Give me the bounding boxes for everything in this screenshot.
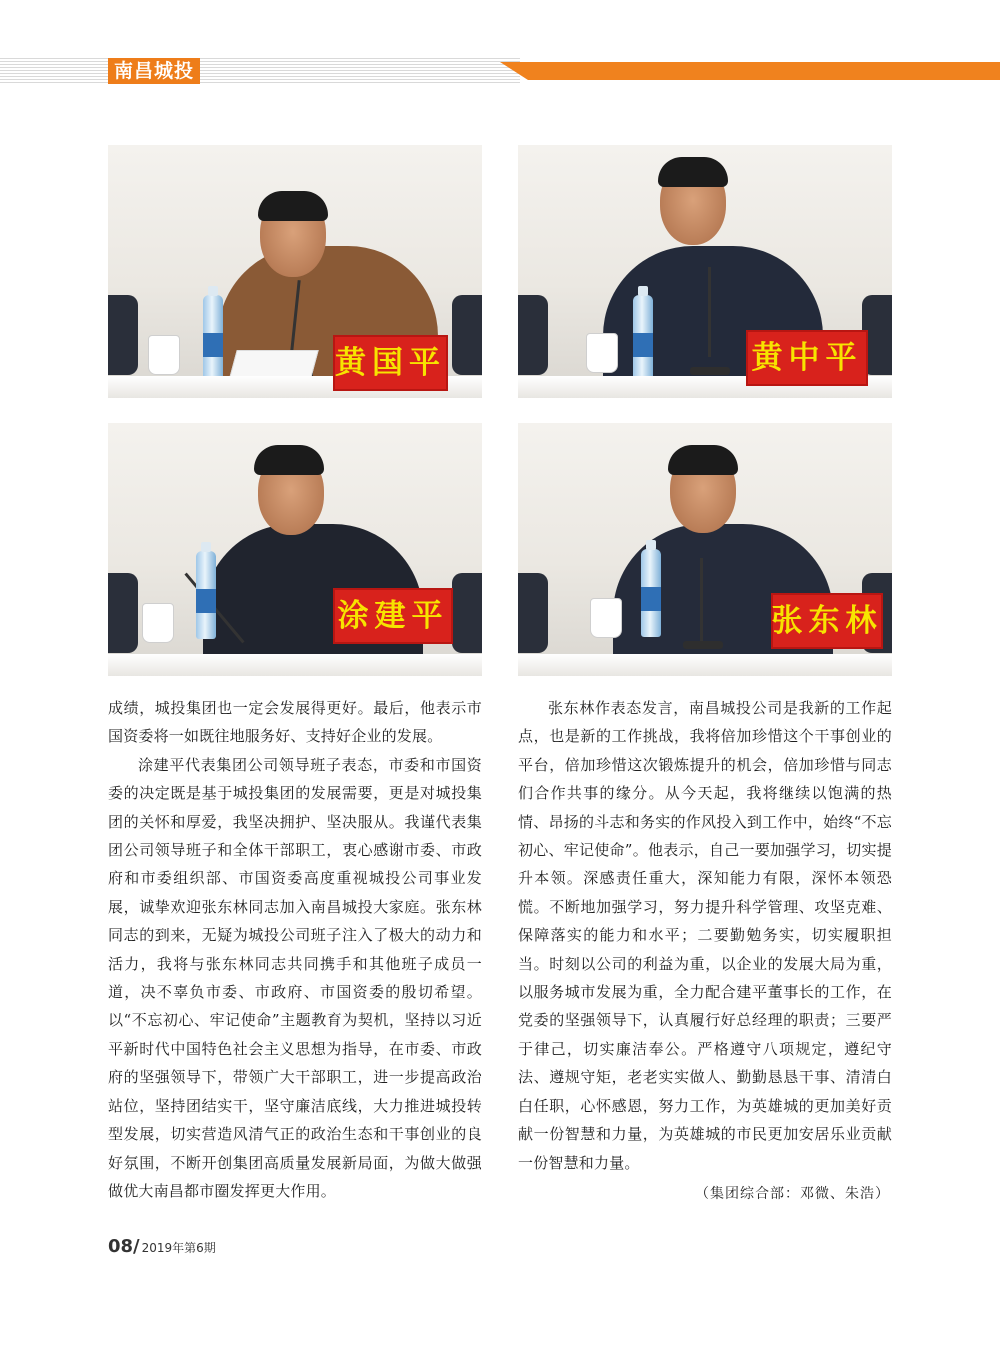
nameplate: 涂建平 — [333, 588, 453, 644]
photo-speaker-1 — [108, 145, 482, 398]
header-stripes — [0, 58, 520, 84]
nameplate: 黄中平 — [746, 330, 868, 386]
right-column — [518, 694, 892, 1177]
magazine-logo: 南昌城投 — [108, 58, 200, 84]
page-header — [0, 58, 1000, 84]
paragraph: 成绩，城投集团也一定会发展得更好。最后，他表示市国资委将一如既往地服务好、支持好企业的发展。 — [108, 699, 482, 746]
photo-speaker-4 — [518, 423, 892, 676]
issue-label: 2019年第6期 — [141, 1241, 216, 1255]
paragraph: 涂建平代表集团公司领导班子表态，市委和市国资委的决定既是基于城投集团的发展需要，更是对城投集团的关怀和厚爱，我坚决拥护、坚决服从。我谨代表集团公司领导班子和全体干部职工，衷心感谢市委、市政府和市委组织部、市国资委高度重视城投公司事业发展，诚挚欢迎张东林同志加入南昌城投大家庭。张东林同志的到来，无疑为城投公司班子注入了极大的动力和活力，我将与张东林同志共同携手和其他班子成员一道，决不辜负市委、市政府、市国资委的殷切希望。以“不忘初心、牢记使命”主题教育为契机，坚持以习近平新时代中国特色社会主义思想为指导，在市委、市政府的坚强领导下，带领广大干部职工，进一步提高政治站位，坚持团结实干，坚守廉洁底线，大力推进城投转型发展，切实营造风清气正的政治生态和干事创业的良好氛围，不断开创集团高质量发展新局面，为做大做强做优大南昌都市圈发挥更大作用。 — [108, 755, 482, 1200]
page-footer — [108, 1236, 216, 1258]
article-credit: （集团综合部：邓微、朱浩） — [695, 1186, 890, 1202]
paragraph: 张东林作表态发言，南昌城投公司是我新的工作起点，也是新的工作挑战，我将倍加珍惜这个干事创业的平台，倍加珍惜这次锻炼提升的机会，倍加珍惜与同志们合作共事的缘分。从今天起，我将继续以饱满的热情、昂扬的斗志和务实的作风投入到工作中，始终“不忘初心、牢记使命”。他表示，自己一要加强学习，切实提升本领。深感责任重大，深知能力有限，深怀本领恐慌。不断地加强学习，努力提升科学管理、攻坚克难、保障落实的能力和水平；二要勤勉务实，切实履职担当。时刻以公司的利益为重，以企业的发展大局为重，以服务城市发展为重，全力配合建平董事长的工作，在党委的坚强领导下，认真履行好总经理的职责；三要严于律己，切实廉洁奉公。严格遵守八项规定，遵纪守法、遵规守矩，老老实实做人、勤勤恳恳干事、清清白白任职，心怀感恩，努力工作，为英雄城的更加美好贡献一份智慧和力量，为英雄城的市民更加安居乐业贡献一份智慧和力量。 — [518, 699, 892, 1172]
nameplate: 黄国平 — [333, 335, 448, 391]
left-column — [108, 694, 482, 1205]
header-orange-bar — [500, 62, 1000, 80]
page-number: 08/ — [108, 1236, 140, 1257]
nameplate: 张东林 — [771, 593, 883, 649]
photo-speaker-2 — [518, 145, 892, 398]
photo-speaker-3 — [108, 423, 482, 676]
